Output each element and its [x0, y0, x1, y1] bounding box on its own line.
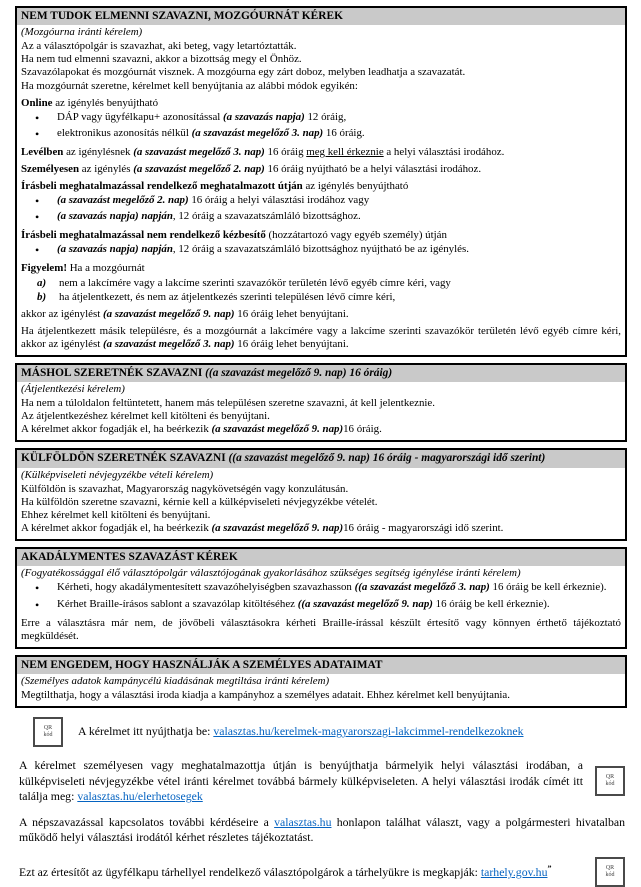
text-run: A kérelmet akkor fogadják el, ha beérkezik	[21, 522, 212, 535]
text-run: 16 óráig - magyarországi idő szerint.	[343, 522, 504, 535]
paragraph	[21, 397, 621, 410]
text-run: ((a szavazást megelőző 9. nap)	[205, 366, 347, 379]
bullet-icon	[35, 598, 57, 613]
text-run: 16 óráig a helyi választási irodához vagy	[188, 194, 370, 207]
text-run: , 12 óráig a szavazatszámláló bizottsághoz nyújtható be az igénylés.	[172, 243, 469, 256]
text-run: Ehhez kérelmet kell kitölteni és benyújtani.	[21, 508, 211, 521]
text-run: ”	[547, 863, 552, 873]
section-header	[17, 657, 625, 674]
valasztas-kerelmek-link[interactable]: valasztas.hu/kerelmek-magyarorszagi-lakcimmel-rendelkezoknek	[213, 724, 524, 739]
offices-paragraph-row	[15, 758, 627, 805]
text-run: (a szavazás napja)	[223, 110, 305, 123]
list-item-b	[21, 291, 621, 304]
text-run: 16 óráig lehet benyújtani.	[234, 307, 349, 320]
paragraph	[21, 262, 621, 275]
text-run: Külföldön is szavazhat, Magyarország nagykövetségén vagy konzulátusán.	[21, 482, 349, 495]
text-run: Írásbeli meghatalmazással nem rendelkező kézbesítő	[21, 229, 266, 242]
text-run: KÜLFÖLDÖN SZERETNÉK SZAVAZNI	[21, 452, 229, 465]
list-marker: b)	[37, 290, 47, 303]
section-header	[17, 365, 625, 382]
paragraph	[21, 496, 621, 509]
section-header	[17, 549, 625, 566]
text-run: Levélben	[21, 145, 64, 158]
text-run: ((a szavazást megelőző 3. nap)	[354, 581, 490, 594]
text-run: 16 óráig - magyarországi idő szerint)	[369, 452, 546, 465]
text-run: ha átjelentkezett, és nem az átjelentkezés szerinti településen lévő címre kéri,	[59, 290, 396, 303]
text-run: A kérelmet akkor fogadják el, ha beérkezik	[21, 423, 212, 436]
bullet-icon	[35, 243, 57, 258]
section-kulfold	[15, 448, 627, 541]
text-run: 16 óráig nyújtható be a helyi választási irodához.	[264, 162, 482, 175]
section-body	[17, 382, 625, 440]
paragraph	[21, 80, 621, 93]
paragraph	[21, 40, 621, 53]
qr-label-line2: kód	[605, 871, 615, 878]
paragraph	[21, 180, 621, 193]
bullet-text	[57, 111, 621, 126]
bullet-icon	[35, 127, 57, 142]
text-run: (hozzátartozó vagy egyéb személy) útján	[265, 229, 447, 242]
bullet-text	[57, 210, 621, 225]
text-run: az igénylés benyújtható	[52, 96, 159, 109]
qr-label-line1: QR	[605, 864, 615, 871]
qr-code-placeholder	[33, 717, 63, 747]
paragraph	[21, 483, 621, 496]
text-run: 16 óráig be kell érkeznie).	[489, 581, 607, 594]
tarhely-paragraph-row	[15, 857, 627, 887]
list-item-a	[21, 277, 621, 290]
qr-label-line1: QR	[605, 774, 615, 781]
submit-link-text	[78, 724, 524, 740]
paragraph	[21, 423, 621, 436]
section-subtitle: (Fogyatékossággal élő választópolgár választójogának gyakorlásához szükséges segítség igénylése iránti kérelem)	[21, 567, 521, 580]
text-run: (a szavazást megelőző 2. nap)	[133, 162, 265, 175]
text-run: MÁSHOL SZERETNÉK SZAVAZNI	[21, 366, 206, 379]
qr-label-line2: kód	[43, 732, 53, 739]
bullet-item	[21, 243, 621, 258]
text-run: Erre a választásra már nem, de jövőbeli választásokra kérheti Braille-írással készült értesítő vagy könnyen érthető tájékoztató megküldését.	[21, 616, 621, 642]
text-run: , 12 óráig a szavazatszámláló bizottsághoz.	[172, 210, 361, 223]
text-run: NEM TUDOK ELMENNI SZAVAZNI, MOZGÓURNÁT KÉREK	[21, 10, 343, 22]
bullet-item	[21, 194, 621, 209]
text-run: Ezt az értesítőt az ügyfélkapu tárhellyel rendelkező választópolgárok a tárhelyükre is megkapják:	[19, 864, 481, 879]
text-run: (a szavazást megelőző 9. nap)	[102, 307, 235, 320]
footer	[15, 717, 627, 887]
text-run: honlapon találhat választ, vagy a polgármesteri hivatalban működő helyi választási irodától kérhet részletes tájékoztatást.	[19, 814, 625, 845]
text-run: Szavazólapokat és mozgóurnát visznek. A mozgóurna egy zárt doboz, melyben leadhatja a szavazatát.	[21, 66, 466, 79]
text-run: A kérelmet itt nyújthatja be:	[78, 724, 214, 739]
bullet-item	[21, 127, 621, 142]
info-paragraph	[15, 815, 627, 846]
qr-label-line1: QR	[43, 724, 53, 731]
text-run: 16 óráig lehet benyújtani.	[234, 337, 349, 350]
text-run: Az átjelentkezéshez kérelmet kell kitölteni és benyújtani.	[21, 410, 270, 423]
bullet-item	[21, 111, 621, 126]
text-run: (a szavazást megelőző 2. nap)	[57, 194, 189, 207]
paragraph	[21, 325, 621, 351]
text-run: 16 óráig be kell érkeznie).	[432, 597, 550, 610]
section-subtitle: (Átjelentkezési kérelem)	[21, 383, 125, 396]
text-run: Kérheti, hogy akadálymentesített szavazóhelyiségben szavazhasson	[57, 581, 355, 594]
text-run: 16 óráig.	[323, 126, 365, 139]
text-run: Személyesen	[21, 162, 80, 175]
text-run: Online	[21, 96, 53, 109]
text-run: AKADÁLYMENTES SZAVAZÁST KÉREK	[21, 551, 238, 564]
paragraph	[21, 509, 621, 522]
qr-code-placeholder	[595, 766, 625, 796]
text-run: ((a szavazást megelőző 9. nap)	[228, 452, 370, 465]
section-body	[17, 674, 625, 706]
text-run: 16 óráig	[264, 145, 307, 158]
offices-paragraph	[19, 758, 583, 805]
text-run: Figyelem!	[21, 262, 67, 275]
text-run: 16 óráig.	[343, 423, 382, 436]
text-run: ((a szavazást megelőző 9. nap)	[297, 597, 433, 610]
paragraph	[21, 617, 621, 643]
paragraph	[21, 163, 621, 176]
section-body	[17, 468, 625, 539]
section-atjelentkezes	[15, 363, 627, 443]
bullet-text	[57, 127, 621, 142]
bullet-text	[57, 243, 621, 258]
text-run: nem a lakcímére vagy a lakcíme szerinti szavazókör területén lévő egyéb címre kéri, vagy	[59, 276, 451, 289]
text-run: akkor az igénylést	[21, 307, 103, 320]
valasztas-hu-link[interactable]: valasztas.hu	[274, 814, 332, 829]
text-run: Írásbeli meghatalmazással rendelkező meghatalmazott útján	[21, 180, 303, 193]
text-run: az igénylés	[79, 162, 134, 175]
paragraph	[21, 97, 621, 110]
text-run: az igénylés benyújtható	[302, 180, 409, 193]
section-subtitle: (Mozgóurna iránti kérelem)	[21, 26, 143, 39]
section-header	[17, 450, 625, 467]
tarhely-gov-hu-link[interactable]: tarhely.gov.hu	[480, 864, 548, 879]
text-run: Ha külföldön szeretne szavazni, kérnie kell a külképviseleti névjegyzékbe vételét.	[21, 495, 378, 508]
bullet-item	[21, 581, 621, 596]
paragraph	[21, 308, 621, 321]
text-run: Ha a mozgóurnát	[66, 262, 145, 275]
list-text	[59, 291, 621, 304]
paragraph	[21, 146, 621, 159]
text-run: Az a választópolgár is szavazhat, aki beteg, vagy letartóztatták.	[21, 40, 297, 53]
section-akadalymentes	[15, 547, 627, 649]
text-run: (a szavazást megelőző 3. nap)	[191, 126, 324, 139]
text-run: az igénylésnek	[63, 145, 134, 158]
text-run: a helyi választási irodához.	[383, 145, 505, 158]
bullet-item	[21, 210, 621, 225]
section-header	[17, 8, 625, 25]
list-marker: a)	[37, 276, 47, 289]
text-run: Megtilthatja, hogy a választási iroda kiadja a kampányhoz a személyes adatait. Ehhez kérelmet kell benyújtania.	[21, 689, 510, 702]
text-run: DÁP vagy ügyfélkapu+ azonosítással	[57, 110, 224, 123]
paragraph	[21, 522, 621, 535]
paragraph	[21, 229, 621, 242]
valasztas-elerhetosegek-link[interactable]: valasztas.hu/elerhetosegek	[77, 789, 203, 804]
paragraph	[21, 53, 621, 66]
text-run: elektronikus azonosítás nélkül	[57, 126, 192, 139]
text-run: (a szavazást megelőző 3. nap)	[102, 337, 235, 350]
bullet-text	[57, 598, 621, 613]
section-mozgourna	[15, 6, 627, 357]
submit-link-row	[33, 717, 627, 747]
text-run: (a szavazást megelőző 9. nap)	[211, 522, 344, 535]
tarhely-paragraph	[19, 864, 583, 880]
paragraph	[21, 66, 621, 79]
bullet-text	[57, 581, 621, 596]
qr-label-line2: kód	[605, 781, 615, 788]
text-run: 16 óráig)	[346, 366, 393, 379]
bullet-item	[21, 598, 621, 613]
text-run: 12 óráig,	[304, 110, 347, 123]
text-run: Ha mozgóurnát szeretne, kérelmet kell benyújtania az alábbi módok egyikén:	[21, 79, 358, 92]
text-run: A kérelmet személyesen vagy meghatalmazottja útján is benyújthatja bármelyik helyi választási irodában, a külképviseleti névjegyzékbe vétel iránti kérelmet továbbá bármely külképviseleten. A helyi választási irodák címét itt találja meg:	[19, 758, 583, 804]
text-run: A népszavazással kapcsolatos további kérdéseire a	[19, 814, 275, 829]
section-subtitle: (Személyes adatok kampánycélú kiadásának megtiltása iránti kérelem)	[21, 674, 330, 687]
text-run: meg kell érkeznie	[306, 145, 384, 158]
text-run: NEM ENGEDEM, HOGY HASZNÁLJÁK A SZEMÉLYES ADATAIMAT	[21, 658, 383, 671]
section-subtitle: (Külképviseleti névjegyzékbe vételi kérelem)	[21, 468, 214, 481]
text-run: Kérhet Braille-írásos sablont a szavazólap kitöltéséhez	[57, 597, 298, 610]
section-body	[17, 25, 625, 355]
section-adatvedelem	[15, 655, 627, 708]
list-text	[59, 277, 621, 290]
qr-code-placeholder	[595, 857, 625, 887]
text-run: Ha nem tud elmenni szavazni, akkor a bizottság megy el Önhöz.	[21, 53, 302, 66]
text-run: (a szavazást megelőző 3. nap)	[133, 145, 265, 158]
text-run: (a szavazás napja) napján	[57, 210, 173, 223]
bullet-icon	[35, 210, 57, 225]
section-body	[17, 566, 625, 646]
text-run: (a szavazás napja) napján	[57, 243, 173, 256]
bullet-icon	[35, 581, 57, 596]
text-run: (a szavazást megelőző 9. nap)	[211, 423, 344, 436]
paragraph	[21, 689, 621, 702]
text-run: Ha átjelentkezett másik településre, és a mozgóurnát a lakcímére vagy a lakcíme szerinti szavazókör területén lévő egyéb címre kéri, akkor az igénylést	[21, 324, 621, 350]
text-run: Ha nem a túloldalon feltüntetett, hanem más településen szeretne szavazni, át kell jelentkeznie.	[21, 397, 435, 410]
bullet-icon	[35, 194, 57, 209]
bullet-icon	[35, 111, 57, 126]
bullet-text	[57, 194, 621, 209]
paragraph	[21, 410, 621, 423]
